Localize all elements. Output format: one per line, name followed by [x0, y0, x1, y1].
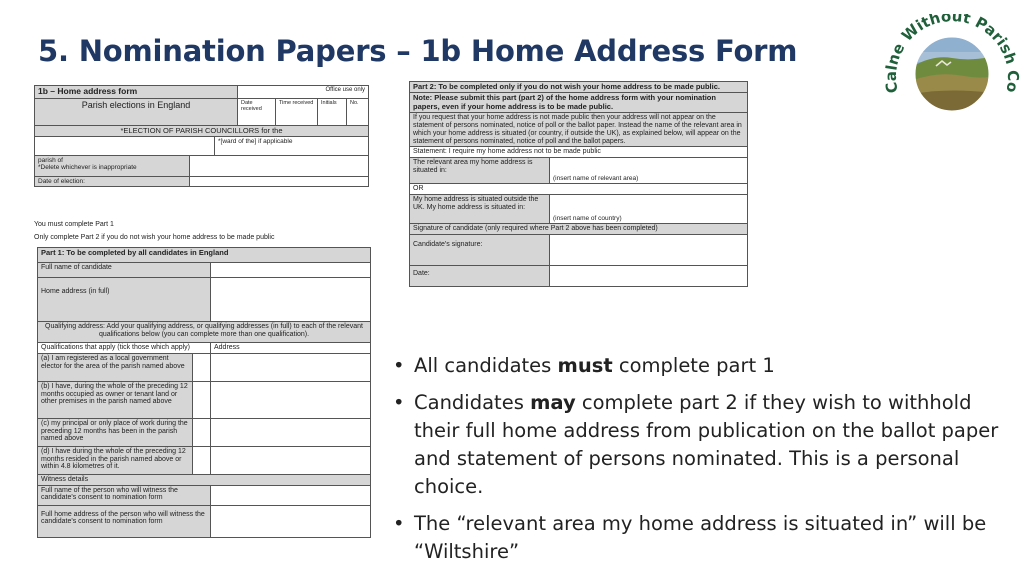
bullet-item: [393, 352, 1003, 380]
note-must-complete: You must complete Part 1: [34, 221, 114, 228]
parish-of-label: parish of: [38, 156, 63, 164]
relevant-area-hint: (insert name of relevant area): [550, 158, 748, 184]
or-label: OR: [410, 184, 748, 195]
country-hint: (insert name of country): [550, 195, 748, 224]
qualification-a: (a) I am registered as a local government elector for the area of the parish named above: [38, 353, 193, 381]
bullet-text: Candidates: [414, 391, 531, 414]
council-logo-graphic: [884, 14, 1020, 134]
date-of-election-label: Date of election:: [35, 176, 190, 186]
election-line: *ELECTION OF PARISH COUNCILLORS for the: [35, 125, 369, 136]
office-use-label: Office use only: [238, 86, 369, 99]
witness-address-label: Full home address of the person who will witness the candidate's consent to nomination form: [38, 505, 211, 537]
signature-note: Signature of candidate (only required where Part 2 above has been completed): [410, 224, 748, 235]
office-col-initials: Initials: [318, 98, 347, 125]
qualification-d: (d) I have during the whole of the preceding 12 months resided in the parish named above or within 4.8 kilometres of it.: [38, 446, 193, 474]
form-subtitle: Parish elections in England: [35, 98, 238, 125]
date-label: Date:: [410, 265, 550, 286]
bullet-item: [393, 510, 1003, 566]
signature-label: Candidate's signature:: [410, 234, 550, 265]
bullet-item: [393, 389, 1003, 501]
qualification-b: (b) I have, during the whole of the preceding 12 months occupied as owner or tenant land or other premises in the parish named above: [38, 381, 193, 418]
home-address-label: Home address (in full): [38, 278, 211, 322]
qualifying-address-text: Qualifying address: Add your qualifying address, or qualifying addresses (in full) to each of the relevant qualifications below (you can complete more than one qualification).: [38, 322, 371, 343]
witness-name-label: Full name of the person who will witness the candidate's consent to nomination form: [38, 485, 211, 505]
bullet-dot: •: [393, 391, 405, 414]
part2-heading: Part 2: To be completed only if you do not wish your home address to be made public.: [410, 82, 748, 93]
bullet-text: complete part 1: [612, 354, 775, 377]
relevant-area-label: The relevant area my home address is situated in:: [410, 158, 550, 184]
address-column-header: Address: [211, 343, 371, 354]
part2-statement: Statement: I require my home address not to be made public: [410, 147, 748, 158]
witness-heading: Witness details: [38, 474, 371, 485]
outside-uk-label: My home address is situated outside the UK. My home address is situated in:: [410, 195, 550, 224]
bullet-text: complete part 2 if they wish to withhold their full home address from publication on the ballot paper and statement of persons nominated. This is a personal choice.: [414, 391, 999, 498]
part2-form: [409, 81, 747, 287]
logo-text: C lne Without Parish o: [884, 14, 1020, 95]
qualifications-column-header: Qualifications that apply (tick those which apply): [38, 343, 211, 354]
note-part2-optional: Only complete Part 2 if you do not wish your home address to be made public: [34, 234, 275, 241]
part2-note: Note: Please submit this part (part 2) of the home address form with your nomination papers, even if your home address is to be made public.: [410, 93, 748, 113]
council-logo: [884, 14, 1020, 134]
bullet-text: All candidates: [414, 354, 558, 377]
form-title: 1b – Home address form: [35, 86, 238, 99]
bullet-list: [393, 352, 1003, 575]
part2-explanation: If you request that your home address is not made public then your address will not appear on the statement of persons nominated, notice of poll or the ballot paper. Instead the name of the relevant area in which your home address is situated (or country, if outside the UK), as explained below, will appear on the statement of persons nominated, notice of poll and the ballot papers.: [410, 113, 748, 147]
page-title: 5. Nomination Papers – 1b Home Address Form: [38, 34, 798, 68]
office-col-no: No.: [347, 98, 369, 125]
home-address-form-header: [34, 85, 368, 187]
bullet-emphasis: may: [530, 391, 576, 414]
bullet-dot: •: [393, 512, 405, 535]
office-col-time: Time received: [276, 98, 318, 125]
part1-heading: Part 1: To be completed by all candidates in England: [38, 248, 371, 263]
delete-note: *Delete whichever is inappropriate: [38, 164, 137, 172]
qualification-c: (c) my principal or only place of work during the preceding 12 months has been in the parish named above: [38, 418, 193, 446]
bullet-emphasis: must: [557, 354, 613, 377]
part1-form: [37, 247, 370, 538]
bullet-dot: •: [393, 354, 405, 377]
full-name-label: Full name of candidate: [38, 263, 211, 278]
bullet-text: The “relevant area my home address is situated in” will be “Wiltshire”: [414, 512, 987, 563]
office-col-date: Date received: [238, 98, 276, 125]
ward-line: *[ward of the] if applicable: [215, 136, 369, 155]
